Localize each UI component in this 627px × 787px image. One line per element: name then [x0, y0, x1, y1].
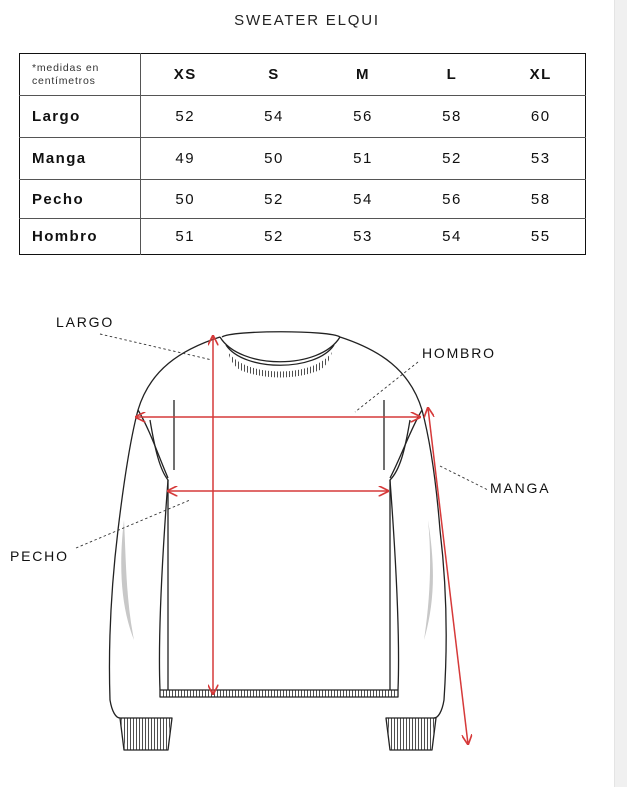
table-cell: 54	[319, 180, 408, 219]
table-row	[20, 138, 586, 180]
table-cell: 58	[497, 180, 586, 219]
table-cell: 51	[175, 228, 196, 245]
size-table	[19, 53, 586, 255]
table-cell: 60	[497, 96, 586, 138]
row-label: Pecho	[20, 180, 141, 219]
table-row	[20, 96, 586, 138]
table-cell: 54	[442, 228, 462, 245]
measurement-arrows	[136, 336, 468, 744]
manga-arrow	[428, 408, 468, 744]
row-label: Hombro	[20, 219, 141, 255]
table-row	[20, 219, 586, 255]
table-cell: 54	[230, 96, 319, 138]
table-cell: 52	[230, 180, 319, 219]
units-note-line: centímetros	[32, 74, 96, 87]
size-header: M	[319, 54, 408, 96]
table-cell: 52	[141, 96, 230, 138]
table-cell: 50	[141, 180, 230, 219]
sweater-diagram	[0, 290, 614, 787]
page-title: SWEATER ELQUI	[234, 12, 380, 29]
table-cell: 52	[408, 138, 497, 180]
sweater-outline	[109, 332, 446, 750]
units-note-line: *medidas en	[32, 61, 100, 74]
scrollbar-strip[interactable]	[614, 0, 627, 787]
label-manga: MANGA	[490, 480, 551, 496]
table-cell: 56	[408, 180, 497, 219]
table-cell: 53	[353, 228, 373, 245]
table-cell: 50	[230, 138, 319, 180]
table-cell: 53	[497, 138, 586, 180]
table-cell: 51	[319, 138, 408, 180]
size-header: S	[230, 54, 319, 96]
table-cell: 49	[141, 138, 230, 180]
size-header: XL	[497, 54, 586, 96]
table-cell: 56	[319, 96, 408, 138]
table-cell: 58	[408, 96, 497, 138]
row-label: Manga	[20, 138, 141, 180]
size-header: XS	[141, 54, 230, 96]
size-header: L	[408, 54, 497, 96]
table-cell: 52	[264, 228, 284, 245]
label-pecho: PECHO	[10, 548, 69, 564]
label-largo: LARGO	[56, 314, 115, 330]
label-hombro: HOMBRO	[422, 345, 496, 361]
table-cell: 55	[530, 228, 551, 245]
units-note	[20, 54, 141, 96]
table-row	[20, 180, 586, 219]
leader-lines	[76, 334, 488, 548]
row-label: Largo	[20, 96, 141, 138]
table-header-row	[20, 54, 586, 96]
